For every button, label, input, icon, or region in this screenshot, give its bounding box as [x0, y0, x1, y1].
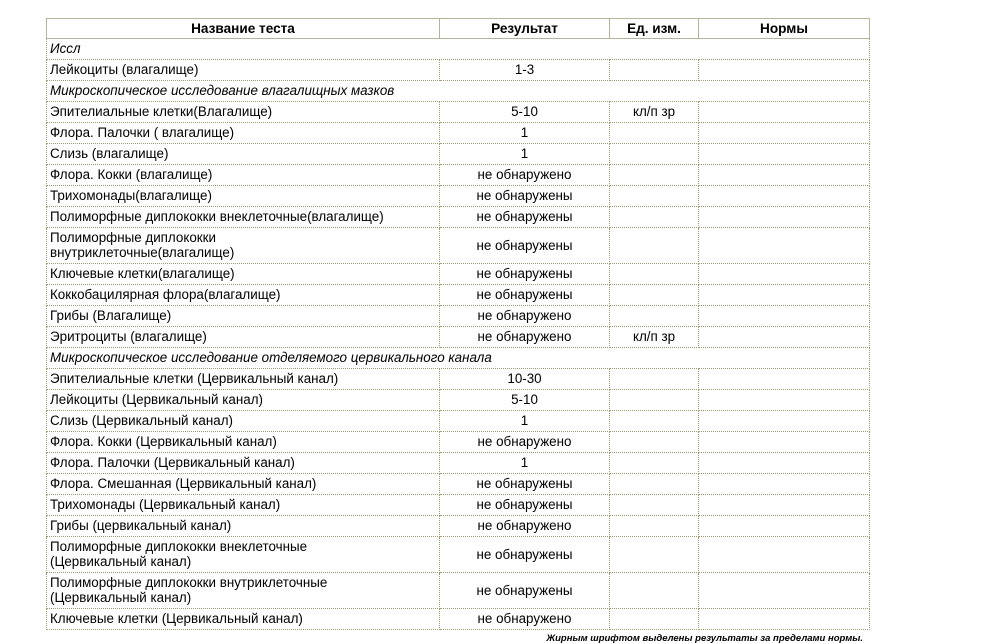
unit-cell: [610, 60, 699, 81]
norm-cell: [699, 573, 870, 609]
table-row: [47, 123, 870, 144]
table-row: [47, 369, 870, 390]
table-row: [47, 390, 870, 411]
header-unit: Ед. изм.: [610, 19, 699, 39]
test-name-cell: Ключевые клетки(влагалище): [47, 264, 440, 285]
unit-cell: [610, 516, 699, 537]
table-row: [47, 186, 870, 207]
norm-cell: [699, 186, 870, 207]
unit-cell: [610, 432, 699, 453]
unit-cell: [610, 474, 699, 495]
result-cell: не обнаружены: [440, 264, 610, 285]
unit-cell: [610, 123, 699, 144]
norm-cell: [699, 432, 870, 453]
test-name-cell: Лейкоциты (Цервикальный канал): [47, 390, 440, 411]
header-row: [47, 19, 870, 39]
result-cell: 5-10: [440, 390, 610, 411]
table-row: [47, 327, 870, 348]
result-cell: не обнаружено: [440, 306, 610, 327]
norm-cell: [699, 411, 870, 432]
test-name-cell: Эпителиальные клетки (Цервикальный канал): [47, 369, 440, 390]
result-cell: не обнаружены: [440, 228, 610, 264]
unit-cell: кл/п зр: [610, 327, 699, 348]
results-table: [46, 18, 870, 630]
result-cell: 1-3: [440, 60, 610, 81]
unit-cell: [610, 264, 699, 285]
test-name-cell: Флора. Кокки (влагалище): [47, 165, 440, 186]
norm-cell: [699, 516, 870, 537]
unit-cell: [610, 207, 699, 228]
table-row: [47, 102, 870, 123]
test-name-cell: Полиморфные диплококки внеклеточные(влагалище): [47, 207, 440, 228]
test-name-cell: Полиморфные диплококки внутриклеточные (Цервикальный канал): [47, 573, 440, 609]
result-cell: не обнаружено: [440, 165, 610, 186]
result-cell: 1: [440, 144, 610, 165]
table-row: [47, 495, 870, 516]
table-body: [47, 39, 870, 630]
unit-cell: [610, 186, 699, 207]
result-cell: 10-30: [440, 369, 610, 390]
norm-cell: [699, 306, 870, 327]
table-row: [47, 228, 870, 264]
norm-cell: [699, 609, 870, 630]
result-cell: не обнаружены: [440, 495, 610, 516]
norm-cell: [699, 537, 870, 573]
table-row: [47, 60, 870, 81]
result-cell: не обнаружено: [440, 432, 610, 453]
section-title: Микроскопическое исследование влагалищных мазков: [47, 81, 870, 102]
result-cell: не обнаружены: [440, 573, 610, 609]
norm-cell: [699, 264, 870, 285]
test-name-cell: Коккобацилярная флора(влагалище): [47, 285, 440, 306]
unit-cell: [610, 144, 699, 165]
table-row: [47, 411, 870, 432]
unit-cell: [610, 609, 699, 630]
section-row: [47, 39, 870, 60]
result-cell: не обнаружены: [440, 285, 610, 306]
table-row: [47, 474, 870, 495]
test-name-cell: Лейкоциты (влагалище): [47, 60, 440, 81]
section-title: Иссл: [47, 39, 870, 60]
table-row: [47, 453, 870, 474]
unit-cell: [610, 285, 699, 306]
result-cell: 5-10: [440, 102, 610, 123]
norm-cell: [699, 165, 870, 186]
result-cell: не обнаружены: [440, 537, 610, 573]
table-row: [47, 207, 870, 228]
unit-cell: [610, 228, 699, 264]
norm-cell: [699, 495, 870, 516]
test-name-cell: Трихомонады (Цервикальный канал): [47, 495, 440, 516]
table-row: [47, 306, 870, 327]
section-row: [47, 81, 870, 102]
result-cell: не обнаружены: [440, 474, 610, 495]
test-name-cell: Флора. Палочки ( влагалище): [47, 123, 440, 144]
result-cell: не обнаружено: [440, 327, 610, 348]
test-name-cell: Эпителиальные клетки(Влагалище): [47, 102, 440, 123]
unit-cell: [610, 573, 699, 609]
unit-cell: [610, 495, 699, 516]
table-row: [47, 264, 870, 285]
unit-cell: [610, 453, 699, 474]
table-row: [47, 516, 870, 537]
norm-cell: [699, 285, 870, 306]
table-row: [47, 144, 870, 165]
header-norms: Нормы: [699, 19, 870, 39]
table-row: [47, 432, 870, 453]
test-name-cell: Полиморфные диплококки внеклеточные (Цервикальный канал): [47, 537, 440, 573]
unit-cell: [610, 411, 699, 432]
test-name-cell: Грибы (цервикальный канал): [47, 516, 440, 537]
footnote: Жирным шрифтом выделены результаты за пределами нормы.: [546, 633, 863, 644]
section-title: Микроскопическое исследование отделяемого цервикального канала: [47, 348, 870, 369]
norm-cell: [699, 123, 870, 144]
norm-cell: [699, 453, 870, 474]
result-cell: 1: [440, 123, 610, 144]
test-name-cell: Флора. Кокки (Цервикальный канал): [47, 432, 440, 453]
header-test-name: Название теста: [47, 19, 440, 39]
unit-cell: [610, 165, 699, 186]
table-row: [47, 573, 870, 609]
result-cell: не обнаружены: [440, 207, 610, 228]
table-row: [47, 537, 870, 573]
unit-cell: [610, 306, 699, 327]
test-name-cell: Слизь (Цервикальный канал): [47, 411, 440, 432]
norm-cell: [699, 474, 870, 495]
test-name-cell: Грибы (Влагалище): [47, 306, 440, 327]
test-name-cell: Флора. Смешанная (Цервикальный канал): [47, 474, 440, 495]
norm-cell: [699, 228, 870, 264]
test-name-cell: Эритроциты (влагалище): [47, 327, 440, 348]
header-result: Результат: [440, 19, 610, 39]
norm-cell: [699, 327, 870, 348]
norm-cell: [699, 390, 870, 411]
unit-cell: кл/п зр: [610, 102, 699, 123]
test-name-cell: Полиморфные диплококки внутриклеточные(влагалище): [47, 228, 440, 264]
norm-cell: [699, 102, 870, 123]
result-cell: 1: [440, 411, 610, 432]
test-name-cell: Слизь (влагалище): [47, 144, 440, 165]
unit-cell: [610, 369, 699, 390]
test-name-cell: Ключевые клетки (Цервикальный канал): [47, 609, 440, 630]
unit-cell: [610, 390, 699, 411]
unit-cell: [610, 537, 699, 573]
table-row: [47, 165, 870, 186]
test-name-cell: Трихомонады(влагалище): [47, 186, 440, 207]
test-name-cell: Флора. Палочки (Цервикальный канал): [47, 453, 440, 474]
table-header: [47, 19, 870, 39]
result-cell: не обнаружено: [440, 609, 610, 630]
norm-cell: [699, 144, 870, 165]
result-cell: не обнаружено: [440, 516, 610, 537]
result-cell: 1: [440, 453, 610, 474]
norm-cell: [699, 60, 870, 81]
table-row: [47, 285, 870, 306]
table-row: [47, 609, 870, 630]
lab-report: [46, 18, 869, 644]
section-row: [47, 348, 870, 369]
norm-cell: [699, 369, 870, 390]
norm-cell: [699, 207, 870, 228]
result-cell: не обнаружены: [440, 186, 610, 207]
